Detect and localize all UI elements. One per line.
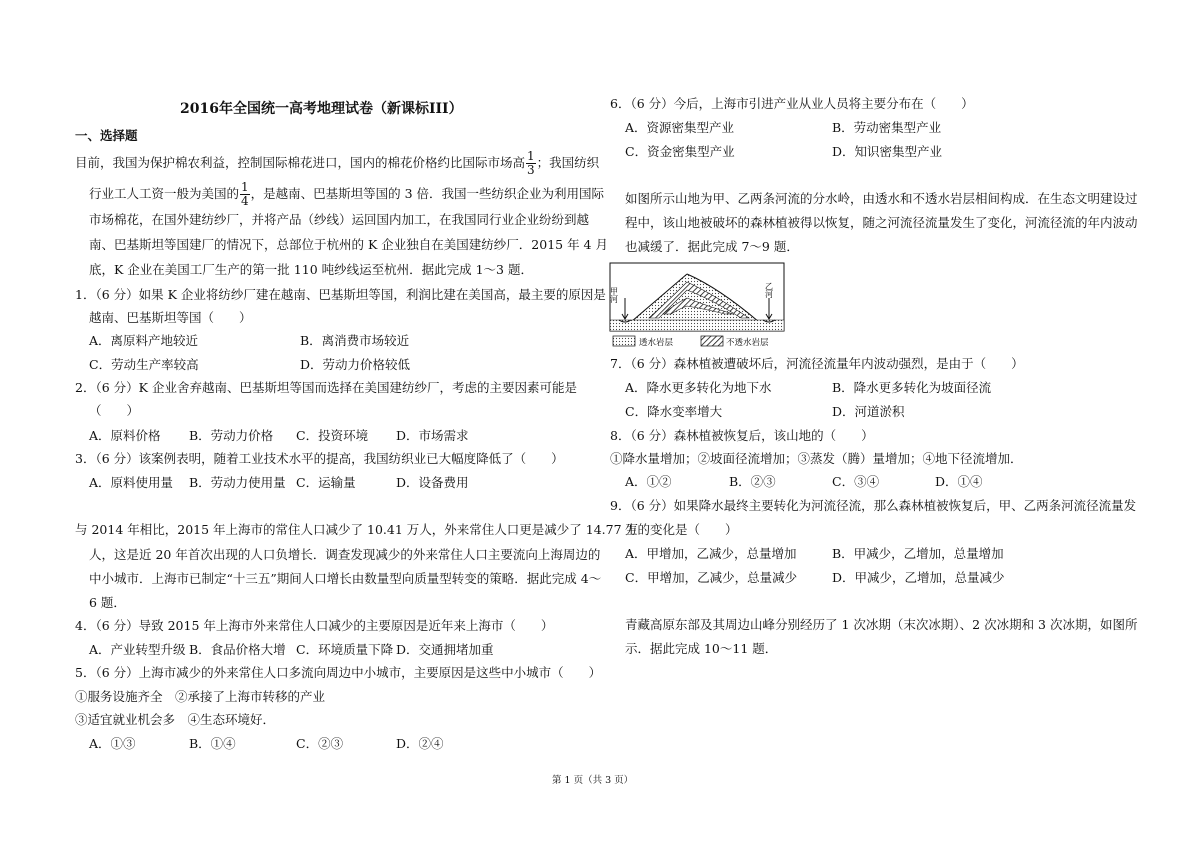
passage-1-line: 目前，我国为保护棉农利益，控制国际棉花进口，国内的棉花价格约比国际市场高 $\frac{1}{3}$ ；我国纺织 [75,149,600,177]
option: A．降水更多转化为地下水 [625,380,772,395]
option: B．劳动力价格 [189,428,274,443]
option: C．降水变率增大 [625,404,723,419]
section-heading: 一、选择题 [75,128,138,143]
legend-permeable-label: 透水岩层 [639,338,674,348]
option: C．运输量 [296,475,356,490]
option: C．甲增加，乙减少，总量减少 [625,570,798,585]
option: C．环境质量下降 [296,642,394,657]
question-9-cont: 生的变化是（ ） [625,522,738,537]
option: B．降水更多转化为坡面径流 [832,380,992,395]
option: D．劳动力价格较低 [300,357,411,372]
option: A．原料使用量 [89,475,174,490]
option: C．资金密集型产业 [625,144,735,159]
legend-permeable-swatch [613,336,635,346]
question-1-cont: 越南、巴基斯坦等国（ ） [89,310,252,325]
watershed-diagram [609,262,785,350]
option: B．劳动力使用量 [189,475,286,490]
option: B．②③ [729,474,776,489]
question-2-cont: （ ） [89,403,140,418]
option: D．设备费用 [396,475,469,490]
option: D．知识密集型产业 [832,144,943,159]
passage-3-line: 如图所示山地为甲、乙两条河流的分水岭，由透水和不透水岩层相间构成．在生态文明建设过 [625,191,1138,206]
question-4: 4．（6 分）导致 2015 年上海市外来常住人口减少的主要原因是近年来上海市（ ） [75,618,554,633]
river-a-label: 甲河 [609,287,619,303]
legend-impermeable-swatch [701,336,723,346]
option: B．离消费市场较近 [300,333,410,348]
passage-3-line: 程中，该山地被破坏的森林植被得以恢复，随之河流径流量发生了变化，河流径流的年内波动 [625,215,1138,230]
option: D．市场需求 [396,428,469,443]
option: A．原料价格 [89,428,161,443]
page-footer: 第 1 页（共 3 页） [552,775,634,786]
option: B．食品价格大增 [189,642,286,657]
page-title: 2016年全国统一高考地理试卷（新课标III） [180,101,463,117]
option: D．②④ [396,736,444,751]
question-2: 2．（6 分）K 企业舍弃越南、巴基斯坦等国而选择在美国建纺纱厂，考虑的主要因素可能是 [75,380,577,395]
passage-4-line: 青藏高原东部及其周边山峰分别经历了 1 次冰期（末次冰期）、2 次冰期和 3 次冰期，如图所 [625,617,1138,632]
legend-impermeable-label: 不透水岩层 [726,338,769,348]
passage-4-line: 示．据此完成 10～11 题． [625,641,778,656]
fraction-one-quarter: $\frac{1}{4}$ [241,180,249,208]
option: C．投资环境 [296,428,369,443]
question-3: 3．（6 分）该案例表明，随着工业技术水平的提高，我国纺织业已大幅度降低了（ ） [75,451,564,466]
question-8-choices: ①降水量增加；②坡面径流增加；③蒸发（腾）量增加；④地下径流增加． [610,451,1023,466]
option: A．甲增加，乙减少，总量增加 [625,546,797,561]
passage-3-line: 也减缓了．据此完成 7～9 题． [625,239,799,254]
option: A．资源密集型产业 [625,120,735,135]
question-5-choices: ③适宜就业机会多 ④生态环境好． [75,712,276,727]
question-7: 7．（6 分）森林植被遭破坏后，河流径流量年内波动强烈，是由于（ ） [610,356,1024,371]
option: D．甲减少，乙增加，总量减少 [832,570,1005,585]
option: D．河道淤积 [832,404,905,419]
passage-2-line: 与 2014 年相比，2015 年上海市的常住人口减少了 10.41 万人，外来常住人口更是减少了 14.77 万 [75,522,639,537]
passage-2-line: 中小城市．上海市已制定“十三五”期间人口增长由数量型向质量型转变的策略．据此完成 4～ [89,571,602,586]
fraction-one-third: $\frac{1}{3}$ [527,149,535,177]
passage-1-line: 行业工人工资一般为美国的 $\frac{1}{4}$ ，是越南、巴基斯坦等国的 3 倍．我国一些纺织企业为利用国际 [89,180,605,208]
option: D．交通拥堵加重 [396,642,494,657]
option: C．②③ [296,736,344,751]
option: A．离原料产地较近 [89,333,199,348]
option: A．①③ [89,736,136,751]
option: C．劳动生产率较高 [89,357,199,372]
river-b-label: 乙河 [764,282,774,298]
option: B．①④ [189,736,236,751]
option: A．①② [625,474,672,489]
passage-2-line: 6 题． [89,595,126,610]
option: B．劳动密集型产业 [832,120,942,135]
option: C．③④ [832,474,880,489]
option: B．甲减少，乙增加，总量增加 [832,546,1004,561]
question-9: 9．（6 分）如果降水最终主要转化为河流径流，那么森林植被恢复后，甲、乙两条河流径流量发 [610,498,1137,513]
question-6: 6．（6 分）今后，上海市引进产业从业人员将主要分布在（ ） [610,96,974,111]
passage-2-line: 人，这是近 20 年首次出现的人口负增长．调查发现减少的外来常住人口主要流向上海周边的 [89,547,601,562]
option: D．①④ [935,474,983,489]
passage-1-line: 南、巴基斯坦等国建厂的情况下，总部位于杭州的 K 企业独自在美国建纺纱厂．2015 年 4 月 [89,237,608,252]
passage-1-line: 底，K 企业在美国工厂生产的第一批 110 吨纱线运至杭州．据此完成 1～3 题． [89,262,533,277]
question-8: 8．（6 分）森林植被恢复后，该山地的（ ） [610,428,874,443]
question-5: 5．（6 分）上海市减少的外来常住人口多流向周边中小城市，主要原因是这些中小城市（ ） [75,665,602,680]
question-1: 1．（6 分）如果 K 企业将纺纱厂建在越南、巴基斯坦等国，利润比建在美国高，最主要的原因是 [75,287,606,302]
passage-1-line: 市场棉花，在国外建纺纱厂，并将产品（纱线）运回国内加工，在我国同行业企业纷纷到越 [89,212,590,227]
question-5-choices: ①服务设施齐全 ②承接了上海市转移的产业 [75,689,326,704]
option: A．产业转型升级 [89,642,186,657]
